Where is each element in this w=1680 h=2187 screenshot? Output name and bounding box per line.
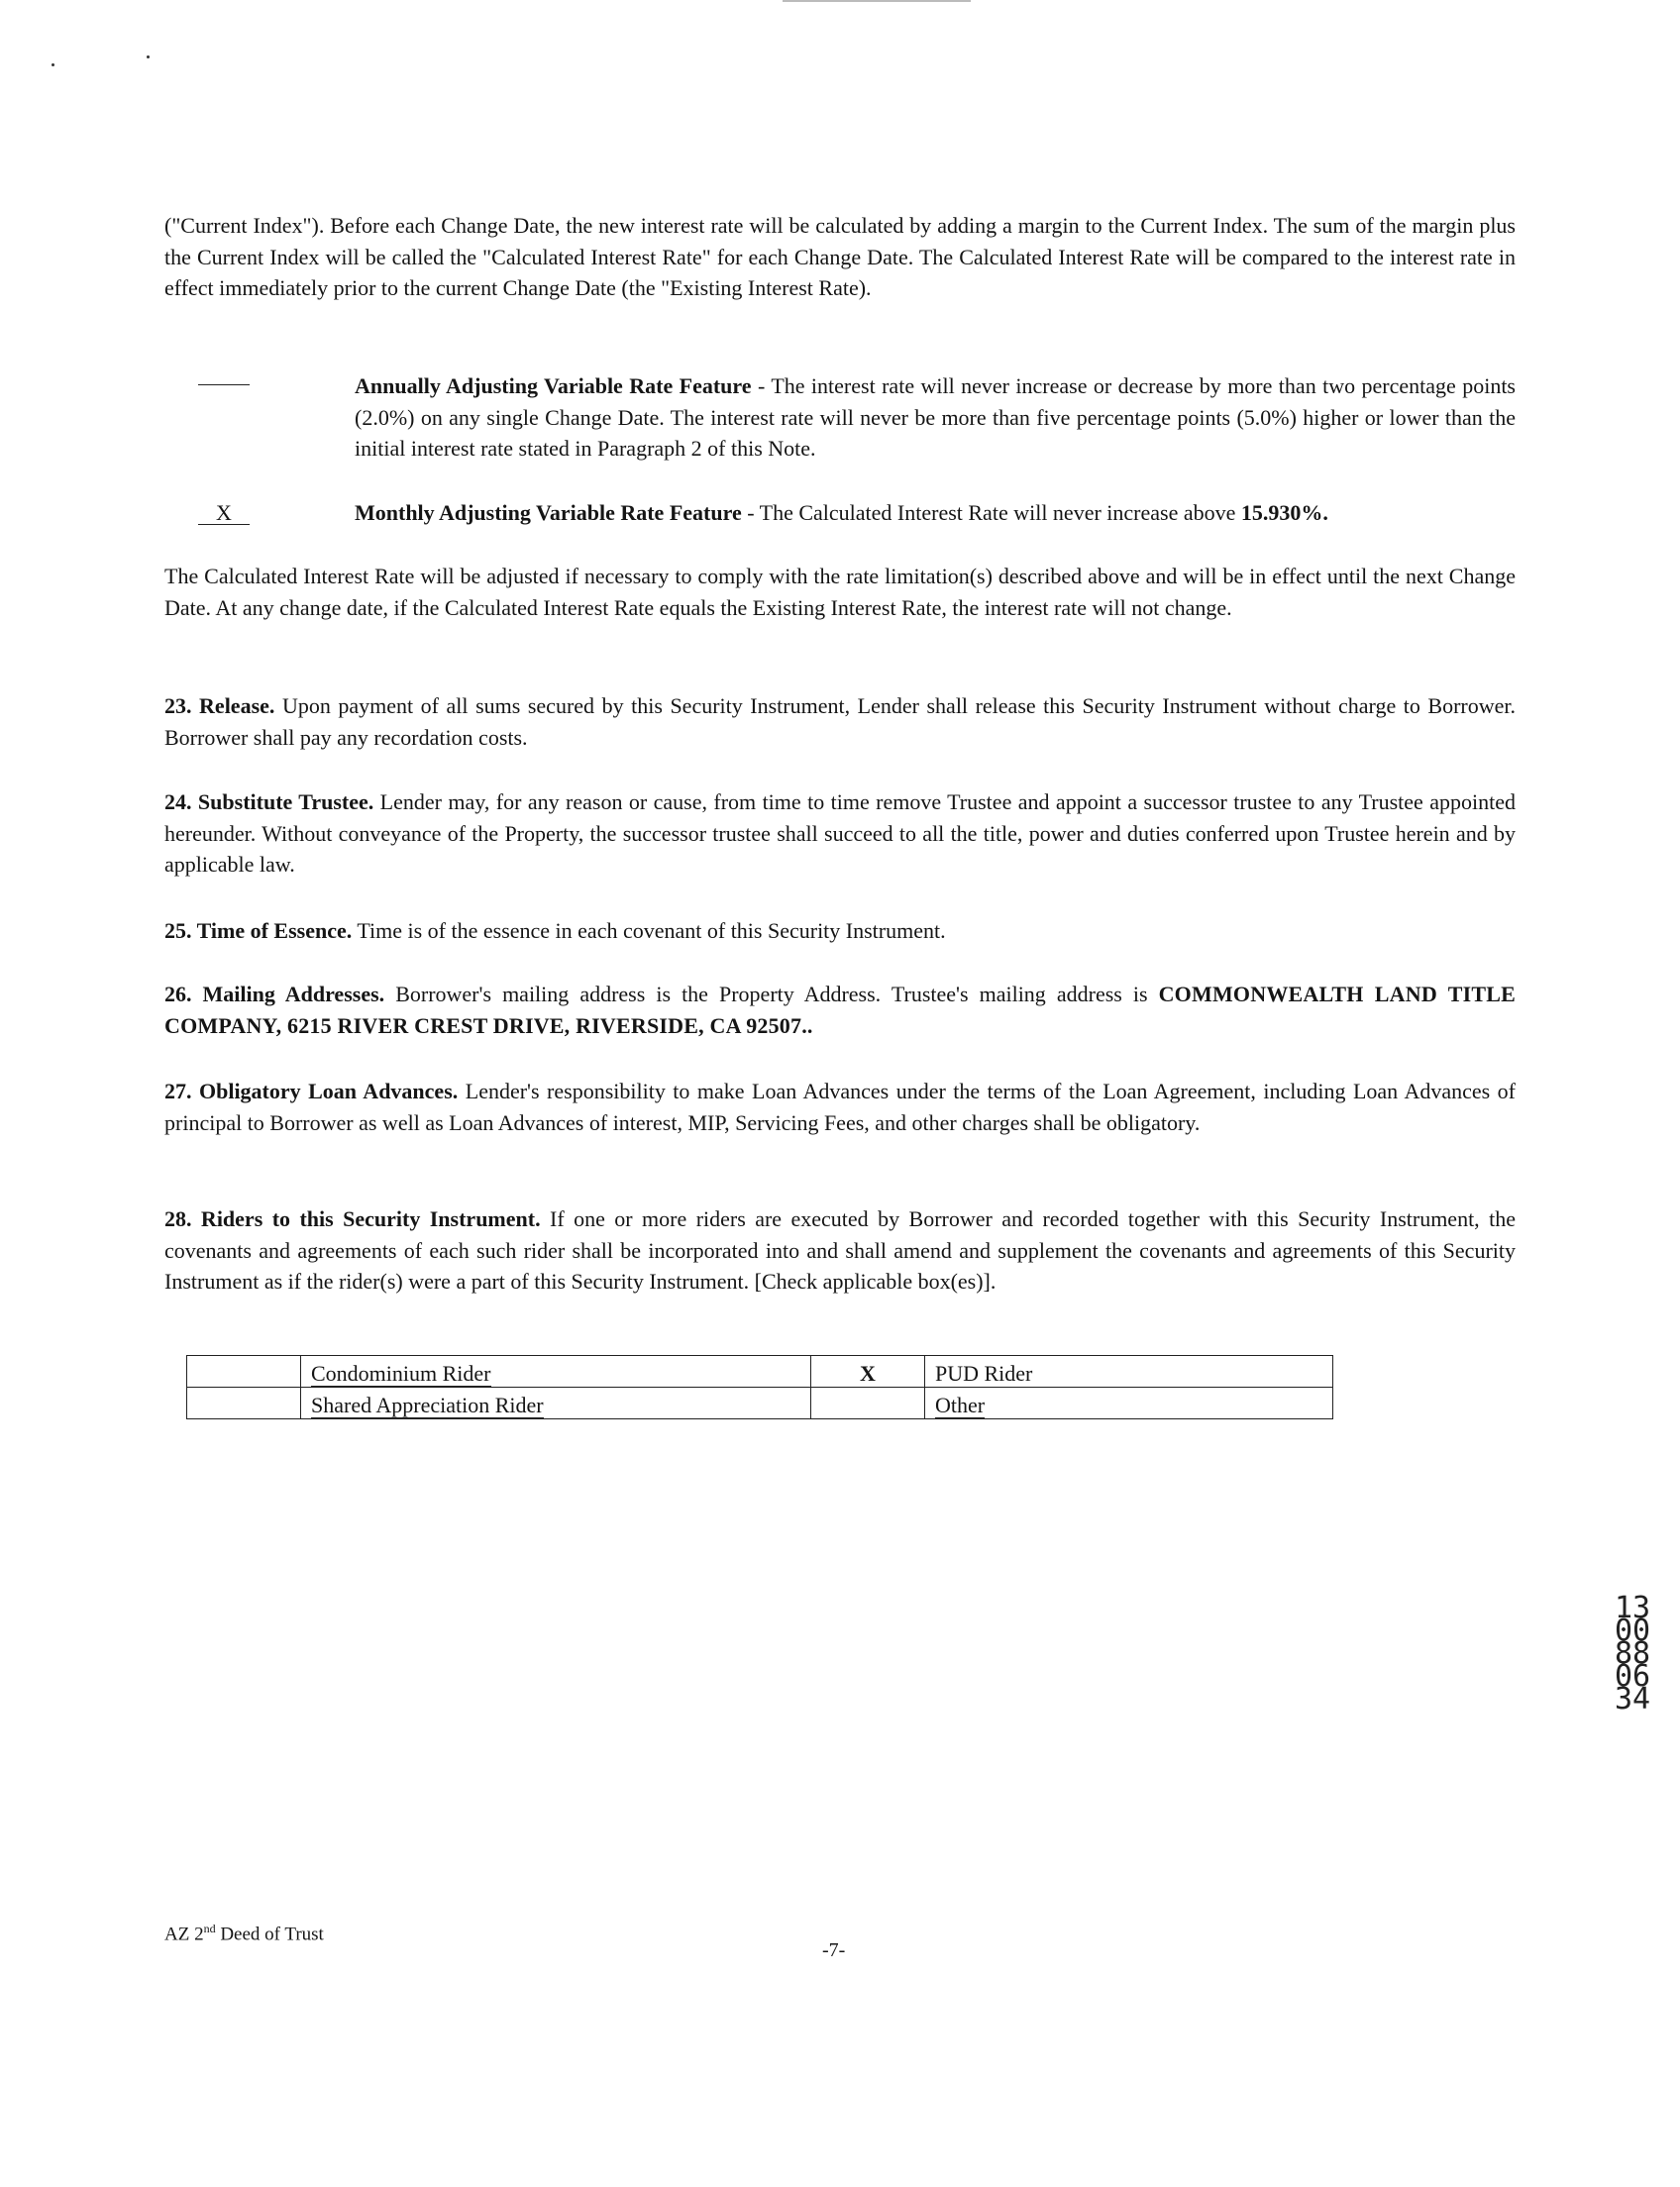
trustee-address: COMMONWEALTH LAND TITLE COMPANY, 6215 RIVER CREST DRIVE, RIVERSIDE, CA 92507.. bbox=[164, 982, 1517, 1038]
monthly-feature-paragraph bbox=[355, 497, 1516, 529]
section-28-text: If one or more riders are executed by Borrower and recorded together with this Security Instrument, the covenants and agreements of each such rider shall be incorporated into and shall amend and supplement the covenants and agreements of this Security Instrument as if the rider(s) were a part of this Security Instrument. [Check applicable box(es)]. bbox=[164, 1206, 1516, 1294]
section-25-text: Time is of the essence in each covenant of this Security Instrument. bbox=[352, 918, 946, 943]
section-23-release bbox=[164, 690, 1516, 753]
shared-appreciation-rider-label: Shared Appreciation Rider bbox=[301, 1388, 811, 1419]
annual-feature-text: - The interest rate will never increase or decrease by more than two percentage points (2.0%) on any single Change Date. The interest rate will never be more than five percentage points (5.0%) higher or lower than the initial interest rate stated in Paragraph 2 of this Note. bbox=[355, 373, 1516, 461]
intro-paragraph: ("Current Index"). Before each Change Date, the new interest rate will be calculated by adding a margin to the Current Index. The sum of the margin plus the Current Index will be called the "Calculated Interest Rate" for each Change Date. The Calculated Interest Rate will be compared to the interest rate in effect immediately prior to the current Change Date (the "Existing Interest Rate). bbox=[164, 213, 1516, 300]
adjustment-paragraph: The Calculated Interest Rate will be adjusted if necessary to comply with the rate limitation(s) described above and will be in effect until the next Change Date. At any change date, if the Calculated Interest Rate equals the Existing Interest Rate, the interest rate will not change. bbox=[164, 564, 1516, 620]
section-23-text: Upon payment of all sums secured by this Security Instrument, Lender shall release this Security Instrument without charge to Borrower. Borrower shall pay any recordation costs. bbox=[164, 693, 1517, 750]
section-25-time-of-essence bbox=[164, 915, 1516, 947]
section-23-title: 23. Release. bbox=[164, 693, 275, 718]
monthly-feature-text: - The Calculated Interest Rate will never increase above bbox=[741, 500, 1241, 525]
section-27-title: 27. Obligatory Loan Advances. bbox=[164, 1079, 459, 1103]
pud-rider-checkbox: X bbox=[811, 1356, 925, 1388]
monthly-feature-checkbox bbox=[198, 497, 250, 529]
condominium-rider-label: Condominium Rider bbox=[301, 1356, 811, 1388]
scan-speck bbox=[52, 63, 54, 66]
other-rider-checkbox bbox=[811, 1388, 925, 1419]
section-24-text: Lender may, for any reason or cause, from time to time remove Trustee and appoint a successor trustee to any Trustee appointed hereunder. Without conveyance of the Property, the successor trustee shall succeed to all the title, power and duties conferred upon Trustee herein and by applicable law. bbox=[164, 789, 1516, 877]
section-28-title: 28. Riders to this Security Instrument. bbox=[164, 1206, 541, 1231]
scan-top-mark bbox=[783, 0, 971, 2]
table-row bbox=[187, 1356, 1333, 1388]
monthly-feature-title: Monthly Adjusting Variable Rate Feature bbox=[355, 500, 742, 525]
monthly-rate-cap: 15.930%. bbox=[1240, 500, 1328, 525]
annual-feature-title: Annually Adjusting Variable Rate Feature bbox=[355, 373, 752, 398]
section-24-substitute-trustee bbox=[164, 786, 1516, 881]
table-row bbox=[187, 1388, 1333, 1419]
section-26-mailing-addresses bbox=[164, 979, 1516, 1041]
pud-rider-label: PUD Rider bbox=[925, 1356, 1333, 1388]
section-27-obligatory-advances bbox=[164, 1076, 1516, 1138]
section-25-title: 25. Time of Essence. bbox=[164, 918, 353, 943]
section-28-riders bbox=[164, 1203, 1516, 1298]
section-24-title: 24. Substitute Trustee. bbox=[164, 789, 374, 814]
other-rider-label: Other bbox=[925, 1388, 1333, 1419]
form-name: AZ 2nd Deed of Trust bbox=[164, 1922, 324, 1945]
riders-table bbox=[186, 1355, 1333, 1419]
monthly-feature-mark: X bbox=[198, 502, 250, 525]
annual-feature-paragraph bbox=[355, 370, 1516, 465]
condominium-rider-checkbox bbox=[187, 1356, 301, 1388]
annual-feature-checkbox bbox=[198, 370, 250, 385]
shared-appreciation-rider-checkbox bbox=[187, 1388, 301, 1419]
scan-speck bbox=[147, 55, 150, 58]
page-number: -7- bbox=[822, 1939, 846, 1961]
section-26-title: 26. Mailing Addresses. bbox=[164, 982, 385, 1006]
section-27-text: Lender's responsibility to make Loan Advances under the terms of the Loan Agreement, including Loan Advances of principal to Borrower as well as Loan Advances of interest, MIP, Servicing Fees, and other charges shall be obligatory. bbox=[164, 1079, 1516, 1135]
section-26-text: Borrower's mailing address is the Property Address. Trustee's mailing address is bbox=[384, 982, 1159, 1006]
recording-number-stamp: 1300880634 bbox=[1614, 1591, 1651, 1717]
